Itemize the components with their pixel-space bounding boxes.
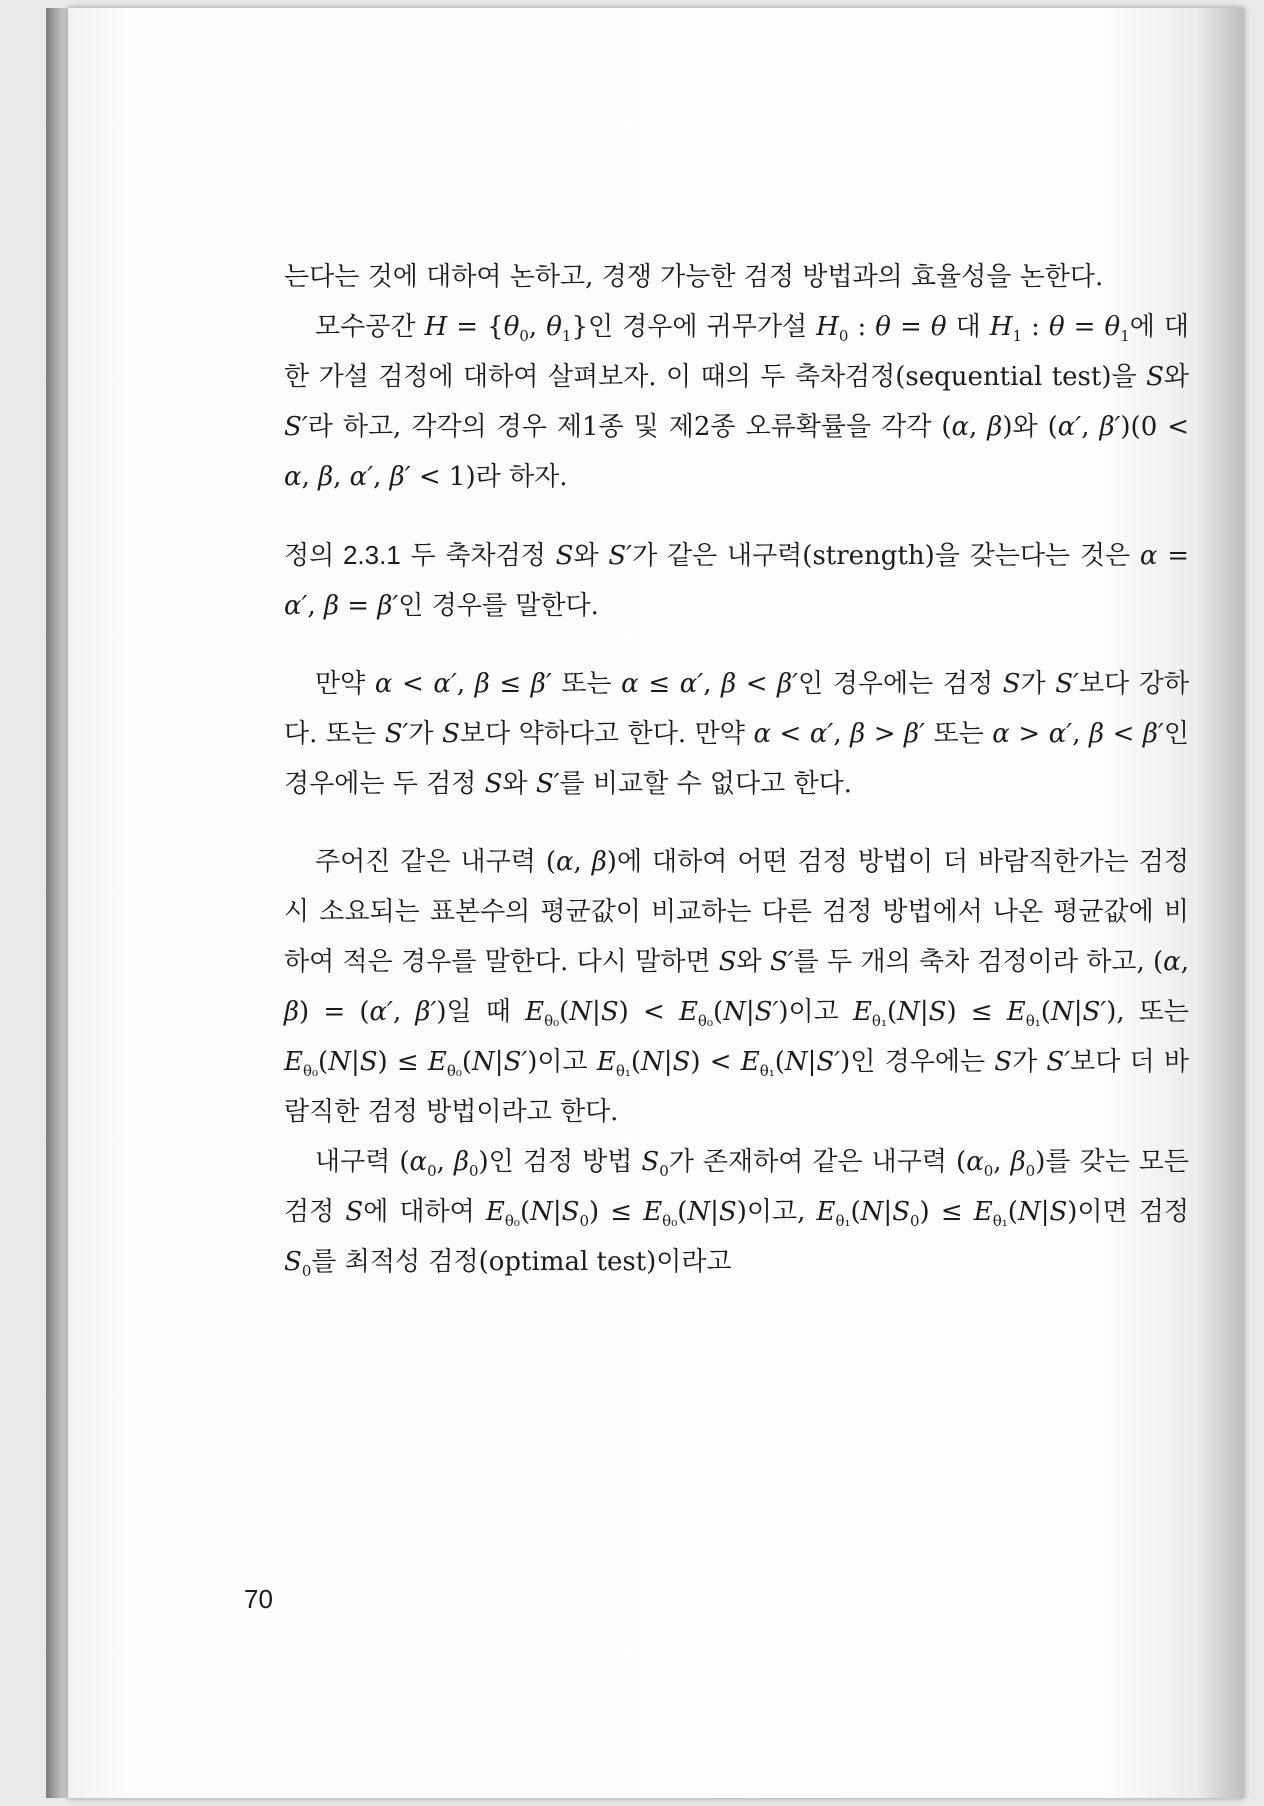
page-body <box>284 252 1189 1287</box>
math-symbol: S′ <box>608 541 633 571</box>
definition-label: 정의 2.3.1 <box>284 540 401 570</box>
text-run: | <box>592 997 601 1027</box>
text-run: | <box>552 1197 562 1227</box>
text-run: , <box>1072 719 1089 749</box>
math-symbol: N <box>723 997 746 1027</box>
text-run: 를 비교할 수 없다고 한다. <box>559 769 853 799</box>
text-run: ( <box>712 997 724 1027</box>
text-run: , <box>301 462 319 492</box>
math-symbol: N <box>569 997 593 1027</box>
math-symbol: α′ <box>369 997 393 1027</box>
math-symbol: α <box>1163 947 1181 977</box>
text-run: | <box>883 1197 893 1227</box>
text-run: 인 경우에는 두 검정 <box>284 719 1189 799</box>
math-symbol: β <box>721 669 737 699</box>
text-run: ≤ <box>638 669 680 699</box>
math-subscript: 0 <box>579 1212 589 1231</box>
math-symbol: β <box>453 1147 469 1177</box>
text-run: 는다는 것에 대하여 논하고, 경쟁 가능한 검정 방법과의 효율성을 논한다. <box>284 262 1104 292</box>
text-run: 모수공간 <box>315 312 425 342</box>
math-symbol: θ <box>1048 312 1065 342</box>
math-symbol: E <box>1006 997 1026 1027</box>
math-subscript: θ₁ <box>759 1062 775 1081</box>
text-run: ) ≤ <box>919 1197 974 1227</box>
math-symbol: N <box>687 1197 711 1227</box>
text-run: = <box>1157 541 1189 571</box>
text-run: 보다 약하다고 한다. 만약 <box>459 719 754 749</box>
text-run: | <box>494 1047 504 1077</box>
math-symbol: β <box>987 412 1003 442</box>
text-run: 두 축차검정 <box>400 541 556 571</box>
text-run: 내구력 ( <box>315 1147 410 1177</box>
text-run: ( <box>559 997 570 1027</box>
math-symbol: β′ <box>904 719 925 749</box>
text-run: )에 대하여 어떤 검정 방법이 더 바람직한가는 검정시 소요되는 표본수의 평균값이 비교하는 다른 검정 방법에서 나온 평균값에 비하여 적은 경우를 말한다. 다시 말하면 <box>284 847 1190 977</box>
text-run: , <box>1180 947 1189 977</box>
book-spine <box>46 8 68 1798</box>
text-run: | <box>745 997 755 1027</box>
text-run: ) ≤ <box>588 1197 644 1227</box>
text-run: ) < <box>690 1047 741 1077</box>
math-symbol: β′ <box>377 591 399 621</box>
text-run: 또는 <box>551 669 622 699</box>
math-subscript: 0 <box>659 1162 669 1181</box>
text-run: < <box>771 719 810 749</box>
math-symbol: α <box>555 847 574 877</box>
math-symbol: S <box>641 1147 660 1177</box>
math-symbol: S <box>484 769 503 799</box>
math-subscript: θ₁ <box>871 1012 887 1031</box>
text-run: = <box>1064 312 1105 342</box>
math-symbol: β <box>1089 719 1105 749</box>
body-paragraph <box>284 1137 1189 1287</box>
math-symbol: S <box>994 1047 1013 1077</box>
definition-paragraph <box>284 530 1189 631</box>
math-subscript: 0 <box>983 1162 994 1181</box>
math-symbol: S′ <box>535 769 560 799</box>
math-symbol: θ <box>546 312 562 342</box>
math-symbol: H <box>816 312 839 342</box>
math-symbol: α <box>1139 541 1158 571</box>
math-symbol: θ <box>930 312 947 342</box>
math-symbol: S <box>359 1047 378 1077</box>
text-run: ( <box>677 1197 688 1227</box>
text-run: < <box>392 669 434 699</box>
text-run: ( <box>1040 997 1051 1027</box>
text-run: )이고, <box>736 1197 817 1227</box>
math-subscript: θ₀ <box>446 1062 462 1081</box>
math-subscript: θ₀ <box>504 1212 520 1231</box>
text-run: , <box>833 719 851 749</box>
math-symbol: β′ <box>530 669 552 699</box>
math-symbol: S <box>1002 669 1021 699</box>
math-symbol: α′ <box>809 719 834 749</box>
text-run: 만약 <box>315 669 375 699</box>
text-run: ( <box>1007 1197 1018 1227</box>
math-symbol: S <box>442 719 460 749</box>
text-run: 라 하고, 각각의 경우 제1종 및 제2종 오류확률을 각각 ( <box>307 412 952 442</box>
math-subscript: 0 <box>519 327 529 346</box>
text-run: 를 두 개의 축차 검정이라 하고, ( <box>793 947 1164 977</box>
text-run: 인 경우에는 검정 <box>798 669 1003 699</box>
math-symbol: β′ <box>1099 412 1121 442</box>
math-symbol: β <box>474 669 490 699</box>
math-symbol: α <box>966 1147 984 1177</box>
math-symbol: S′ <box>503 1047 528 1077</box>
text-run: ) = ( <box>299 997 370 1027</box>
text-run: 가 존재하여 같은 내구력 ( <box>668 1147 967 1177</box>
text-run: | <box>919 997 929 1027</box>
text-run: 가 <box>1020 669 1056 699</box>
math-symbol: S <box>284 1247 302 1277</box>
math-symbol: α′ <box>1057 412 1082 442</box>
math-symbol: N <box>530 1197 553 1227</box>
text-run: ( <box>519 1197 531 1227</box>
math-symbol: β <box>1010 1147 1026 1177</box>
math-symbol: S <box>718 947 737 977</box>
text-run: 인 경우를 말한다. <box>398 591 599 621</box>
math-symbol: E <box>596 1047 616 1077</box>
text-run: , <box>528 312 547 342</box>
math-symbol: α <box>951 412 970 442</box>
math-symbol: α′ <box>433 669 457 699</box>
text-run: 가 같은 내구력(strength)을 갖는다는 것은 <box>632 541 1140 571</box>
text-run: , <box>333 462 350 492</box>
body-paragraph <box>284 659 1189 809</box>
math-subscript: 0 <box>427 1162 437 1181</box>
text-run: , <box>373 462 390 492</box>
text-run: ) ≤ <box>377 1047 428 1077</box>
math-symbol: E <box>740 1047 760 1077</box>
math-symbol: S <box>892 1197 910 1227</box>
math-symbol: N <box>472 1047 495 1077</box>
math-symbol: S′ <box>1046 1047 1071 1077</box>
text-run: 보다 강하다. 또는 <box>284 669 1190 749</box>
math-subscript: θ₁ <box>615 1062 631 1081</box>
math-symbol: N <box>784 1047 808 1077</box>
math-symbol: S′ <box>816 1047 841 1077</box>
text-run: ) ≤ <box>946 997 1007 1027</box>
math-symbol: β <box>591 847 607 877</box>
math-symbol: S <box>928 997 947 1027</box>
math-symbol: E <box>427 1047 447 1077</box>
math-subscript: θ₁ <box>1025 1012 1041 1031</box>
math-subscript: 0 <box>468 1162 479 1181</box>
text-run: ( <box>461 1047 473 1077</box>
math-subscript: 0 <box>1025 1162 1036 1181</box>
math-symbol: β′ <box>415 997 437 1027</box>
math-symbol: β <box>318 462 334 492</box>
text-run: )를 갖는 모든 검정 <box>284 1147 1189 1227</box>
text-run: 대 <box>946 312 990 342</box>
text-run: , <box>703 669 722 699</box>
page-number: 70 <box>244 1584 273 1614</box>
text-run: , <box>456 669 475 699</box>
text-run: 와 <box>573 541 609 571</box>
math-symbol: α′ <box>284 591 308 621</box>
math-symbol: S <box>672 1047 691 1077</box>
math-symbol: E <box>852 997 872 1027</box>
math-subscript: 1 <box>1012 327 1023 346</box>
math-symbol: α <box>374 669 393 699</box>
text-run: 가 <box>408 719 443 749</box>
text-run: 또는 <box>924 719 993 749</box>
text-run: : <box>1022 312 1049 342</box>
text-run: | <box>350 1047 360 1077</box>
math-subscript: 1 <box>1120 327 1130 346</box>
text-run: )와 ( <box>1002 412 1058 442</box>
text-run: , <box>307 591 324 621</box>
text-run: | <box>1040 1197 1050 1227</box>
text-run: 를 최적성 검정(optimal test)이라고 <box>311 1247 732 1277</box>
math-subscript: θ₀ <box>302 1062 319 1081</box>
text-run: 와 <box>736 947 770 977</box>
text-run: ( <box>886 997 898 1027</box>
math-symbol: θ <box>1104 312 1121 342</box>
math-symbol: S <box>1049 1197 1068 1227</box>
math-symbol: β <box>850 719 866 749</box>
math-symbol: E <box>643 1197 663 1227</box>
text-run: | <box>1073 997 1083 1027</box>
text-run: , <box>993 1147 1011 1177</box>
math-symbol: S <box>561 1197 580 1227</box>
math-subscript: θ₀ <box>544 1012 560 1031</box>
text-run: )(0 < <box>1120 412 1190 442</box>
body-paragraph <box>284 837 1189 1137</box>
text-run: ( <box>318 1047 329 1077</box>
math-symbol: N <box>641 1047 664 1077</box>
text-run: > <box>865 719 905 749</box>
text-run: < <box>1104 719 1143 749</box>
text-run: = <box>890 312 931 342</box>
math-subscript: θ₀ <box>662 1212 678 1231</box>
text-run: ), 또는 <box>1106 997 1190 1027</box>
math-symbol: N <box>860 1197 884 1227</box>
math-symbol: N <box>897 997 920 1027</box>
text-run: , <box>436 1147 454 1177</box>
math-symbol: H <box>424 312 448 342</box>
math-symbol: S′ <box>1082 997 1107 1027</box>
math-symbol: β′ <box>777 669 799 699</box>
text-run: )이고 <box>527 1047 597 1077</box>
text-run: | <box>710 1197 719 1227</box>
text-run: )인 경우에는 <box>840 1047 995 1077</box>
text-run: , <box>969 412 988 442</box>
book-page <box>68 8 1244 1798</box>
math-symbol: β <box>284 997 300 1027</box>
text-run: < 1)라 하자. <box>410 462 568 492</box>
math-symbol: S′ <box>284 412 308 442</box>
math-symbol: S <box>718 1197 737 1227</box>
math-symbol: α′ <box>349 462 374 492</box>
book <box>46 8 1244 1798</box>
text-run: = { <box>447 312 504 342</box>
math-symbol: H <box>989 312 1013 342</box>
math-symbol: E <box>525 997 545 1027</box>
math-symbol: S′ <box>384 719 409 749</box>
math-symbol: N <box>1050 997 1074 1027</box>
math-subscript: 0 <box>301 1262 312 1281</box>
math-symbol: N <box>1017 1197 1041 1227</box>
math-subscript: θ₁ <box>835 1212 851 1231</box>
math-symbol: α <box>992 719 1010 749</box>
math-symbol: E <box>485 1197 505 1227</box>
math-symbol: E <box>678 997 698 1027</box>
math-symbol: S <box>555 541 574 571</box>
math-symbol: S′ <box>769 947 794 977</box>
math-symbol: S <box>600 997 619 1027</box>
math-subscript: θ₀ <box>697 1012 713 1031</box>
text-run: ( <box>850 1197 861 1227</box>
text-run: 와 <box>1163 362 1189 392</box>
math-symbol: N <box>328 1047 351 1077</box>
math-subscript: 1 <box>561 327 572 346</box>
math-symbol: E <box>816 1197 836 1227</box>
text-run: 와 <box>502 769 536 799</box>
math-symbol: S <box>345 1197 364 1227</box>
text-run: 에 대한 가설 검정에 대하여 살펴보자. 이 때의 두 축차검정(sequential test)을 <box>284 312 1190 392</box>
math-symbol: α <box>284 462 302 492</box>
math-symbol: α′ <box>1048 719 1073 749</box>
math-symbol: β′ <box>389 462 411 492</box>
math-subscript: 0 <box>910 1212 920 1231</box>
text-run: , <box>1081 412 1100 442</box>
text-run: | <box>807 1047 817 1077</box>
text-run: = <box>339 591 378 621</box>
body-paragraph <box>284 302 1189 502</box>
text-run: 에 대하여 <box>363 1197 486 1227</box>
math-subscript: θ₁ <box>992 1212 1008 1231</box>
text-run: 주어진 같은 내구력 ( <box>315 847 556 877</box>
text-run: 가 <box>1012 1047 1047 1077</box>
math-symbol: β′ <box>1142 719 1164 749</box>
math-symbol: α <box>621 669 639 699</box>
text-run: )인 검정 방법 <box>478 1147 642 1177</box>
math-symbol: E <box>973 1197 993 1227</box>
math-symbol: α <box>409 1147 428 1177</box>
math-symbol: S′ <box>1055 669 1079 699</box>
text-run: , <box>392 997 416 1027</box>
math-symbol: α <box>753 719 772 749</box>
text-run: ( <box>774 1047 785 1077</box>
text-run: < <box>736 669 778 699</box>
math-symbol: S′ <box>754 997 779 1027</box>
text-run: > <box>1009 719 1049 749</box>
text-run: ( <box>630 1047 642 1077</box>
math-symbol: θ <box>875 312 891 342</box>
text-run: )일 때 <box>436 997 526 1027</box>
text-run: | <box>663 1047 673 1077</box>
math-symbol: θ <box>503 312 520 342</box>
math-symbol: β <box>324 591 340 621</box>
text-run: )이면 검정 <box>1067 1197 1190 1227</box>
math-subscript: 0 <box>838 327 849 346</box>
text-run: 보다 더 바람직한 검정 방법이라고 한다. <box>284 1047 1189 1127</box>
text-run: ≤ <box>489 669 531 699</box>
math-symbol: S <box>1146 362 1164 392</box>
text-run: : <box>848 312 876 342</box>
text-run: }인 경우에 귀무가설 <box>571 312 817 342</box>
text-run: ) < <box>618 997 679 1027</box>
math-symbol: E <box>284 1047 303 1077</box>
text-run: )이고 <box>778 997 853 1027</box>
math-symbol: α′ <box>679 669 704 699</box>
body-paragraph <box>284 252 1189 302</box>
text-run: , <box>573 847 592 877</box>
